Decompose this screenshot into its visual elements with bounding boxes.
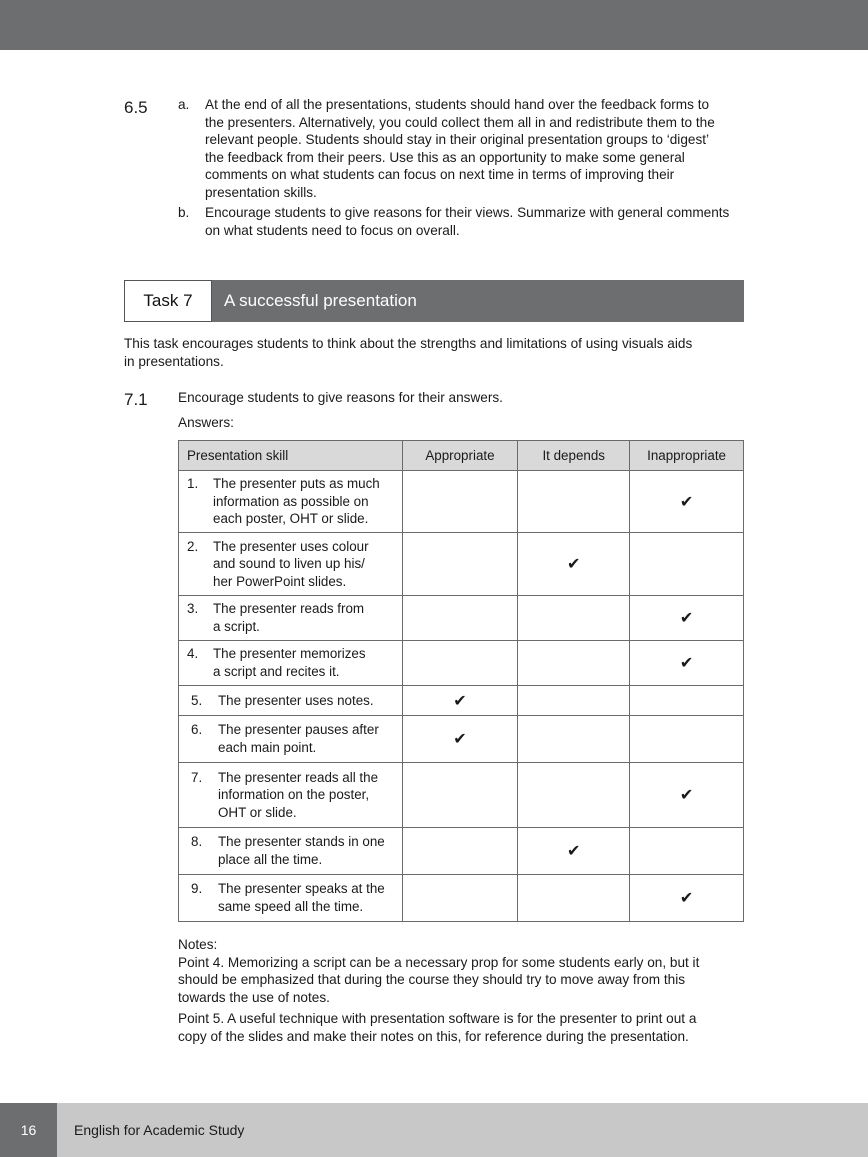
skill-line: The presenter speaks at the	[218, 881, 385, 897]
skill-line: each poster, OHT or slide.	[213, 511, 369, 527]
skill-line: OHT or slide.	[218, 804, 297, 820]
skill-line: place all the time.	[218, 852, 323, 867]
item-a-text	[205, 96, 715, 202]
skill-cell	[179, 763, 403, 828]
item-a-line: the feedback from their peers. Use this as an opportunity to make some general	[205, 149, 685, 165]
skill-line: a script and recites it.	[213, 664, 340, 679]
skill-line: each main point.	[218, 740, 317, 755]
answers-label: Answers:	[178, 415, 234, 430]
check-mark-icon: ✔	[679, 493, 694, 511]
skill-cell	[179, 641, 403, 686]
skill-line: information on the poster,	[218, 787, 370, 803]
skill-line: her PowerPoint slides.	[213, 573, 347, 589]
skill-number: 6.	[191, 722, 203, 738]
skill-text	[218, 833, 385, 868]
skill-number: 1.	[187, 476, 199, 492]
item-b-text	[205, 204, 729, 239]
skill-cell	[179, 828, 403, 875]
skill-text	[213, 645, 366, 680]
answer-cell-depends	[518, 875, 630, 922]
item-b-line: Encourage students to give reasons for their views. Summarize with general comments	[205, 205, 730, 220]
answer-cell-depends	[518, 596, 630, 641]
item-a-line: the presenters. Alternatively, you could collect them all in and redistribute them to the	[205, 114, 715, 130]
answer-cell-appropriate	[402, 716, 518, 763]
answer-cell-depends	[518, 686, 630, 716]
note-line: copy of the slides and make their notes on this, for reference during the presentation.	[178, 1028, 689, 1044]
note-line: Point 4. Memorizing a script can be a necessary prop for some students early on, but it	[178, 954, 700, 970]
answer-cell-inappropriate	[630, 875, 744, 922]
table-row	[179, 828, 744, 875]
answer-cell-inappropriate	[630, 716, 744, 763]
answer-cell-depends	[518, 828, 630, 875]
note-paragraph	[178, 1010, 699, 1045]
book-title: English for Academic Study	[74, 1122, 245, 1138]
check-mark-icon: ✔	[679, 890, 694, 907]
answer-cell-appropriate	[402, 641, 518, 686]
skill-text	[218, 692, 374, 710]
skill-text	[213, 475, 380, 528]
header-appropriate: Appropriate	[402, 441, 518, 471]
answer-cell-depends	[518, 641, 630, 686]
answer-cell-inappropriate	[630, 686, 744, 716]
skill-number: 7.	[191, 769, 203, 785]
answer-cell-inappropriate	[630, 596, 744, 641]
task-header	[124, 280, 744, 322]
table-row	[179, 716, 744, 763]
task-label: Task 7	[124, 280, 212, 322]
skill-line: The presenter uses colour	[213, 538, 369, 554]
skill-number: 4.	[187, 646, 199, 662]
task-intro	[124, 335, 692, 370]
answer-cell-depends	[518, 763, 630, 828]
skill-number: 5.	[191, 692, 203, 708]
item-a-line: relevant people. Students should stay in their original presentation groups to ‘digest’	[205, 132, 710, 148]
item-a-line: comments on what students can focus on next time in terms of improving their	[205, 167, 675, 183]
item-letter-a: a.	[178, 97, 190, 112]
task-title: A successful presentation	[212, 280, 744, 322]
item-letter-b: b.	[178, 205, 190, 220]
check-mark-icon: ✔	[679, 610, 694, 627]
answer-cell-depends	[518, 471, 630, 533]
note-line: Point 5. A useful technique with presentation software is for the presenter to print out a	[178, 1011, 697, 1027]
page-number: 16	[0, 1103, 57, 1157]
answer-cell-appropriate	[402, 533, 518, 596]
skill-cell	[179, 686, 403, 716]
skill-text	[213, 538, 369, 591]
answer-cell-appropriate	[402, 596, 518, 641]
answer-cell-appropriate	[402, 828, 518, 875]
check-mark-icon: ✔	[453, 731, 467, 748]
skill-line: and sound to liven up his/	[213, 556, 365, 572]
skill-cell	[179, 596, 403, 641]
table-header-row	[179, 441, 744, 471]
skill-line: information as possible on	[213, 493, 369, 509]
header-it-depends: It depends	[518, 441, 630, 471]
check-mark-icon: ✔	[453, 692, 467, 710]
skill-number: 2.	[187, 538, 199, 554]
item-a-line: At the end of all the presentations, students should hand over the feedback forms to	[205, 97, 710, 112]
footer	[0, 1103, 868, 1157]
top-band	[0, 0, 868, 50]
task-intro-line: This task encourages students to think about the strengths and limitations of using visuals aids	[124, 336, 693, 351]
table-row	[179, 471, 744, 533]
task-intro-line: in presentations.	[124, 353, 224, 369]
skill-text	[218, 721, 379, 756]
check-mark-icon: ✔	[679, 787, 694, 804]
skill-number: 9.	[191, 881, 203, 897]
skill-number: 8.	[191, 834, 203, 850]
item-b-line: on what students need to focus on overall.	[205, 222, 460, 238]
section-number-7-1: 7.1	[124, 390, 148, 409]
skill-cell	[179, 533, 403, 596]
skill-text	[218, 769, 378, 822]
check-mark-icon: ✔	[567, 556, 581, 573]
note-line: towards the use of notes.	[178, 989, 330, 1005]
skill-cell	[179, 471, 403, 533]
answer-cell-appropriate	[402, 875, 518, 922]
skill-line: The presenter pauses after	[218, 722, 379, 738]
skill-line: The presenter stands in one	[218, 834, 385, 850]
note-paragraph	[178, 954, 699, 1007]
answer-cell-inappropriate	[630, 641, 744, 686]
item-a-line: presentation skills.	[205, 184, 317, 200]
table-row	[179, 533, 744, 596]
section-number-6-5: 6.5	[124, 98, 148, 117]
header-inappropriate: Inappropriate	[630, 441, 744, 471]
answer-cell-inappropriate	[630, 471, 744, 533]
skill-line: The presenter memorizes	[213, 646, 366, 662]
answer-cell-inappropriate	[630, 763, 744, 828]
answer-cell-inappropriate	[630, 828, 744, 875]
table-row	[179, 686, 744, 716]
check-mark-icon: ✔	[679, 655, 694, 672]
answer-cell-depends	[518, 533, 630, 596]
header-presentation-skill: Presentation skill	[179, 441, 403, 471]
answer-cell-appropriate	[402, 686, 518, 716]
table-row	[179, 596, 744, 641]
table-row	[179, 875, 744, 922]
note-line: should be emphasized that during the course they should try to move away from this	[178, 972, 686, 988]
table-row	[179, 641, 744, 686]
skill-line: The presenter reads from	[213, 601, 365, 617]
skill-cell	[179, 875, 403, 922]
answer-cell-appropriate	[402, 763, 518, 828]
table-row	[179, 763, 744, 828]
skill-line: a script.	[213, 619, 260, 634]
check-mark-icon: ✔	[567, 843, 581, 860]
answer-cell-depends	[518, 716, 630, 763]
notes	[178, 936, 699, 1046]
skill-line: The presenter reads all the	[218, 769, 379, 785]
answer-cell-inappropriate	[630, 533, 744, 596]
presentation-skills-table	[178, 440, 744, 922]
skill-text	[218, 880, 385, 915]
skill-cell	[179, 716, 403, 763]
skill-line: same speed all the time.	[218, 899, 364, 914]
answer-cell-appropriate	[402, 471, 518, 533]
skill-number: 3.	[187, 601, 199, 617]
notes-label: Notes:	[178, 937, 218, 952]
instruction-7-1: Encourage students to give reasons for their answers.	[178, 390, 503, 405]
skill-line: The presenter puts as much	[213, 476, 380, 492]
skill-text	[213, 600, 364, 635]
skill-line: The presenter uses notes.	[218, 692, 374, 708]
table-body	[179, 471, 744, 922]
